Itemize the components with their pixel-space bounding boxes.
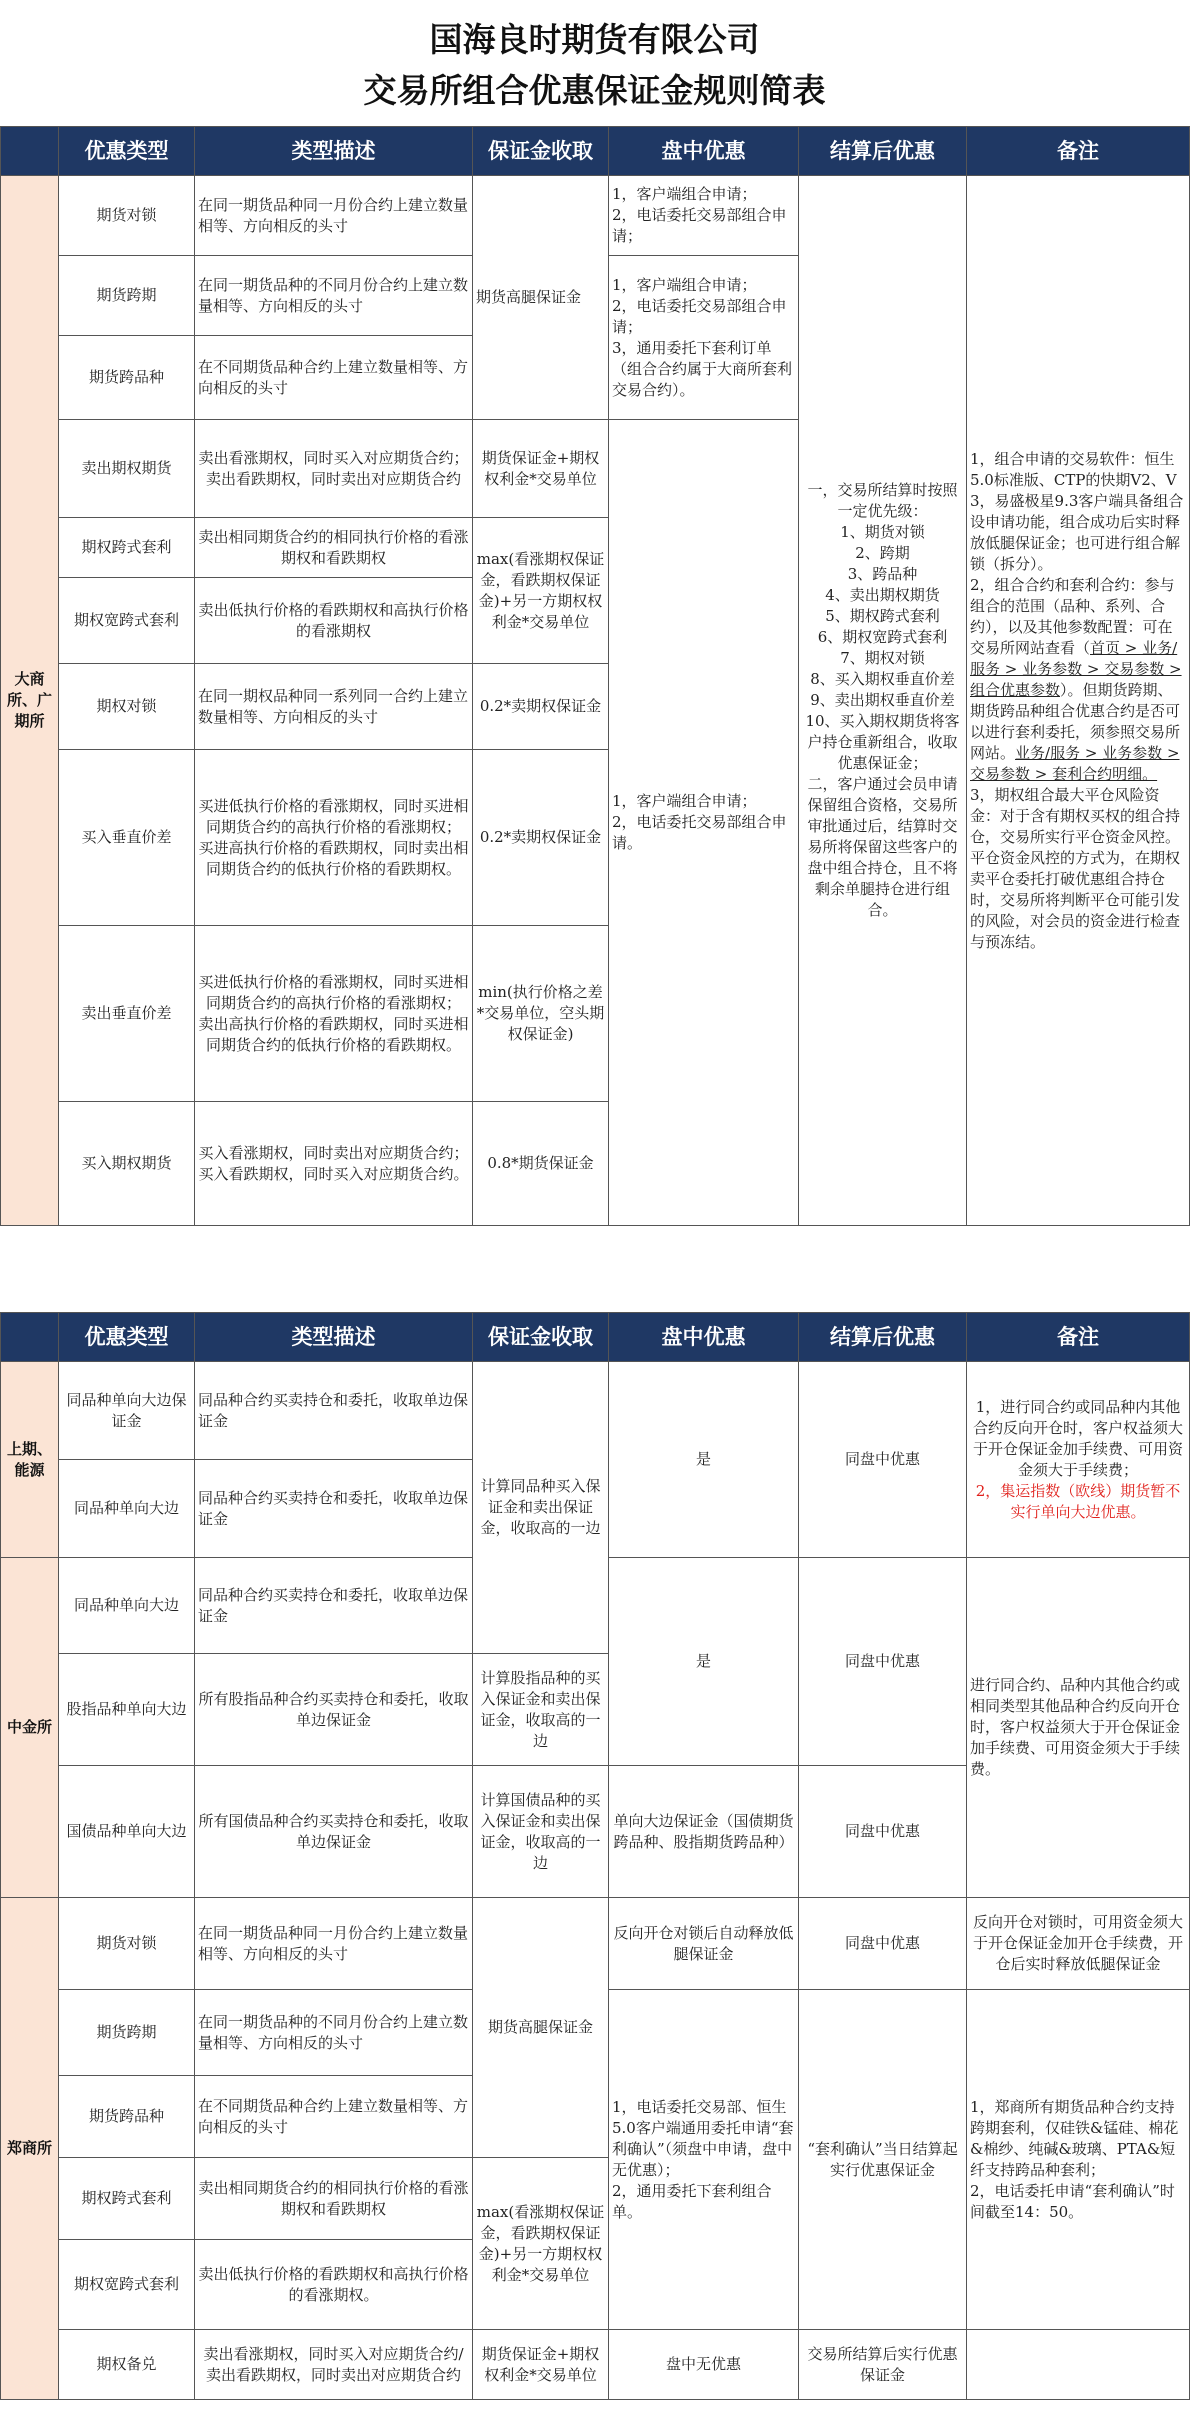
row-margin: min(执行价格之差*交易单位，空头期权保证金) bbox=[473, 926, 609, 1102]
row-margin: max(看涨期权保证金，看跌期权保证金)+另一方期权权利金*交易单位 bbox=[473, 518, 609, 664]
row-desc: 买进低执行价格的看涨期权，同时买进相同期货合约的高执行价格的看涨期权； 买进高执行价格的看跌期权，同时卖出相同期货合约的低执行价格的看跌期权。 bbox=[195, 750, 473, 926]
page-subtitle: 交易所组合优惠保证金规则简表 bbox=[363, 71, 826, 110]
header-intraday: 盘中优惠 bbox=[609, 127, 799, 176]
header-desc: 类型描述 bbox=[195, 1313, 473, 1362]
row-intraday: 1，客户端组合申请； 2，电话委托交易部组合申请； 3，通用委托下套利订单（组合合约属于大商所套利交易合约）。 bbox=[609, 256, 799, 420]
row-desc: 卖出相同期货合约的相同执行价格的看涨期权和看跌期权 bbox=[195, 2158, 473, 2240]
remark-2a: 2，组合合约和套利合约：参与组合的范围（品种、系列、合约），以及其他参数配置：可在交易所网站查看（ bbox=[970, 575, 1175, 657]
exchange-label: 上期、能源 bbox=[1, 1362, 59, 1558]
exchange-label: 中金所 bbox=[1, 1558, 59, 1898]
remark-3: 3，期权组合最大平仓风险资金：对于含有期权买权的组合持仓，交易所实行平仓资金风控。平仓资金风控的方式为，在期权卖平仓委托打破优惠组合持仓时，交易所将判断平仓可能引发的风险，对会员的资金进行检查与预冻结。 bbox=[970, 785, 1181, 951]
row-margin: 期货保证金+期权权利金*交易单位 bbox=[473, 420, 609, 518]
header-blank bbox=[1, 1313, 59, 1362]
row-settlement: 同盘中优惠 bbox=[799, 1558, 967, 1766]
table-header-row bbox=[1, 1313, 1190, 1362]
header-type: 优惠类型 bbox=[59, 127, 195, 176]
row-margin: 计算同品种买入保证金和卖出保证金，收取高的一边 bbox=[473, 1362, 609, 1654]
row-margin: max(看涨期权保证金，看跌期权保证金)+另一方期权权利金*交易单位 bbox=[473, 2158, 609, 2330]
page-title: 国海良时期货有限公司 bbox=[429, 20, 760, 59]
table-row bbox=[1, 176, 1190, 256]
row-settlement: 同盘中优惠 bbox=[799, 1766, 967, 1898]
row-type: 期权对锁 bbox=[59, 664, 195, 750]
header-margin: 保证金收取 bbox=[473, 1313, 609, 1362]
shfe-remark-1: 1，进行同合约或同品种内其他合约反向开仓时，客户权益须大于开仓保证金加手续费、可用资金须大于手续费； bbox=[972, 1397, 1183, 1479]
row-type: 同品种单向大边 bbox=[59, 1460, 195, 1558]
row-type: 期权宽跨式套利 bbox=[59, 578, 195, 664]
table-header-row bbox=[1, 127, 1190, 176]
row-margin: 计算股指品种的买入保证金和卖出保证金，收取高的一边 bbox=[473, 1654, 609, 1766]
row-desc: 在同一期货品种同一月份合约上建立数量相等、方向相反的头寸 bbox=[195, 1898, 473, 1990]
row-desc: 在同一期货品种的不同月份合约上建立数量相等、方向相反的头寸 bbox=[195, 256, 473, 336]
table-row bbox=[1, 1362, 1190, 1460]
row-type: 期货跨品种 bbox=[59, 2076, 195, 2158]
row-desc: 在不同期货品种合约上建立数量相等、方向相反的头寸 bbox=[195, 2076, 473, 2158]
row-type: 国债品种单向大边 bbox=[59, 1766, 195, 1898]
row-desc: 买进低执行价格的看涨期权，同时买进相同期货合约的高执行价格的看涨期权； 卖出高执行价格的看跌期权，同时买进相同期货合约的低执行价格的看跌期权。 bbox=[195, 926, 473, 1102]
row-remarks-empty bbox=[967, 2330, 1190, 2400]
row-intraday: 盘中无优惠 bbox=[609, 2330, 799, 2400]
row-remarks: 进行同合约、品种内其他合约或相同类型其他品种合约反向开仓时，客户权益须大于开仓保证金加手续费、可用资金须大于手续费。 bbox=[967, 1558, 1190, 1898]
row-desc: 同品种合约买卖持仓和委托，收取单边保证金 bbox=[195, 1460, 473, 1558]
row-margin: 期货保证金+期权权利金*交易单位 bbox=[473, 2330, 609, 2400]
row-type: 期货跨品种 bbox=[59, 336, 195, 420]
row-intraday: 1，客户端组合申请； 2，电话委托交易部组合申请； bbox=[609, 176, 799, 256]
row-type: 买入垂直价差 bbox=[59, 750, 195, 926]
row-type: 期权跨式套利 bbox=[59, 2158, 195, 2240]
remark-1: 1，组合申请的交易软件：恒生5.0标准版、CTP的快期V2、V3，易盛极星9.3客户端具备组合设申请功能，组合成功后实时释放低腿保证金；也可进行组合解锁（拆分）。 bbox=[970, 449, 1184, 573]
table-row bbox=[1, 1898, 1190, 1990]
header-remarks: 备注 bbox=[967, 1313, 1190, 1362]
row-type: 买入期权期货 bbox=[59, 1102, 195, 1226]
row-desc: 所有股指品种合约买卖持仓和委托，收取单边保证金 bbox=[195, 1654, 473, 1766]
row-settlement: 同盘中优惠 bbox=[799, 1362, 967, 1558]
row-intraday: 是 bbox=[609, 1558, 799, 1766]
row-margin: 0.2*卖期权保证金 bbox=[473, 750, 609, 926]
row-desc: 在同一期权品种同一系列同一合约上建立数量相等、方向相反的头寸 bbox=[195, 664, 473, 750]
exchange-label: 大商所、广期所 bbox=[1, 176, 59, 1226]
row-intraday: 1，电话委托交易部、恒生5.0客户端通用委托申请“套利确认”（须盘中申请，盘中无优惠）； 2，通用委托下套利组合单。 bbox=[609, 1990, 799, 2330]
header-settlement: 结算后优惠 bbox=[799, 127, 967, 176]
row-type: 期货对锁 bbox=[59, 1898, 195, 1990]
table-row bbox=[1, 2330, 1190, 2400]
row-type: 期权跨式套利 bbox=[59, 518, 195, 578]
other-exchanges-table bbox=[0, 1312, 1190, 2400]
header-blank bbox=[1, 127, 59, 176]
row-desc: 卖出相同期货合约的相同执行价格的看涨期权和看跌期权 bbox=[195, 518, 473, 578]
header-settlement: 结算后优惠 bbox=[799, 1313, 967, 1362]
remark-2-link[interactable]: 首页 > 业务/服务 > 业务参数 > 交易参数 > 组合优惠参数 bbox=[970, 638, 1182, 699]
row-settlement: “套利确认”当日结算起实行优惠保证金 bbox=[799, 1990, 967, 2330]
row-type: 股指品种单向大边 bbox=[59, 1654, 195, 1766]
row-desc: 卖出看涨期权，同时买入对应期货合约/卖出看跌期权，同时卖出对应期货合约 bbox=[195, 2330, 473, 2400]
row-desc: 同品种合约买卖持仓和委托，收取单边保证金 bbox=[195, 1362, 473, 1460]
row-type: 期权备兑 bbox=[59, 2330, 195, 2400]
remark-2b: ）。但期货跨期、期货跨品种组合优惠合约是否可以进行套利委托，须参照交易所网站。 bbox=[970, 680, 1181, 762]
row-type: 期权宽跨式套利 bbox=[59, 2240, 195, 2330]
row-margin: 期货高腿保证金 bbox=[473, 1898, 609, 2158]
row-desc: 所有国债品种合约买卖持仓和委托，收取单边保证金 bbox=[195, 1766, 473, 1898]
remarks-cell bbox=[967, 176, 1190, 1226]
row-intraday: 1，客户端组合申请； 2，电话委托交易部组合申请。 bbox=[609, 420, 799, 1226]
row-type: 卖出期权期货 bbox=[59, 420, 195, 518]
row-settlement: 交易所结算后实行优惠保证金 bbox=[799, 2330, 967, 2400]
row-type: 期货跨期 bbox=[59, 256, 195, 336]
row-margin: 期货高腿保证金 bbox=[473, 176, 609, 420]
remark-2-link2[interactable]: 业务/服务 > 业务参数 > 交易参数 > 套利合约明细。 bbox=[970, 743, 1180, 783]
row-remarks: 1，郑商所有期货品种合约支持跨期套利，仅硅铁&锰硅、棉花&棉纱、纯碱&玻璃、PTA&短纤支持跨品种套利； 2，电话委托申请“套利确认”时间截至14：50。 bbox=[967, 1990, 1190, 2330]
row-settlement: 同盘中优惠 bbox=[799, 1898, 967, 1990]
shfe-remark-2: 2，集运指数（欧线）期货暂不实行单向大边优惠。 bbox=[975, 1481, 1181, 1521]
row-desc: 同品种合约买卖持仓和委托，收取单边保证金 bbox=[195, 1558, 473, 1654]
header-margin: 保证金收取 bbox=[473, 127, 609, 176]
row-intraday: 是 bbox=[609, 1362, 799, 1558]
row-desc: 在不同期货品种合约上建立数量相等、方向相反的头寸 bbox=[195, 336, 473, 420]
row-intraday: 单向大边保证金（国债期货跨品种、股指期货跨品种） bbox=[609, 1766, 799, 1898]
row-type: 期货对锁 bbox=[59, 176, 195, 256]
row-desc: 在同一期货品种同一月份合约上建立数量相等、方向相反的头寸 bbox=[195, 176, 473, 256]
row-desc: 卖出低执行价格的看跌期权和高执行价格的看涨期权。 bbox=[195, 2240, 473, 2330]
row-desc: 买入看涨期权，同时卖出对应期货合约； 买入看跌期权，同时买入对应期货合约。 bbox=[195, 1102, 473, 1226]
row-remarks: 反向开仓对锁时，可用资金须大于开仓保证金加开仓手续费，开仓后实时释放低腿保证金 bbox=[967, 1898, 1190, 1990]
row-desc: 卖出看涨期权，同时买入对应期货合约； 卖出看跌期权，同时卖出对应期货合约 bbox=[195, 420, 473, 518]
row-desc: 在同一期货品种的不同月份合约上建立数量相等、方向相反的头寸 bbox=[195, 1990, 473, 2076]
header-intraday: 盘中优惠 bbox=[609, 1313, 799, 1362]
row-type: 同品种单向大边 bbox=[59, 1558, 195, 1654]
row-margin: 0.2*卖期权保证金 bbox=[473, 664, 609, 750]
row-intraday: 反向开仓对锁后自动释放低腿保证金 bbox=[609, 1898, 799, 1990]
row-margin: 计算国债品种的买入保证金和卖出保证金，收取高的一边 bbox=[473, 1766, 609, 1898]
exchange-label: 郑商所 bbox=[1, 1898, 59, 2400]
header-remarks: 备注 bbox=[967, 127, 1190, 176]
row-remarks bbox=[967, 1362, 1190, 1558]
dce-rules-table bbox=[0, 126, 1190, 1226]
row-margin: 0.8*期货保证金 bbox=[473, 1102, 609, 1226]
settlement-cell: 一，交易所结算时按照一定优先级： 1、期货对锁 2、跨期 3、跨品种 4、卖出期权期货 5、期权跨式套利 6、期权宽跨式套利 7、期权对锁 8、买入期权垂直价差 9、卖出期权垂直价差 10、买入期权期货将客户持仓重新组合，收取优惠保证金； 二，客户通过会员申请保留组合资格，交易所审批通过后，结算时交易所将保留这些客户的盘中组合持仓，且不将剩余单腿持仓进行组合。 bbox=[799, 176, 967, 1226]
row-type: 同品种单向大边保证金 bbox=[59, 1362, 195, 1460]
row-type: 卖出垂直价差 bbox=[59, 926, 195, 1102]
row-type: 期货跨期 bbox=[59, 1990, 195, 2076]
row-desc: 卖出低执行价格的看跌期权和高执行价格的看涨期权 bbox=[195, 578, 473, 664]
header-desc: 类型描述 bbox=[195, 127, 473, 176]
header-type: 优惠类型 bbox=[59, 1313, 195, 1362]
